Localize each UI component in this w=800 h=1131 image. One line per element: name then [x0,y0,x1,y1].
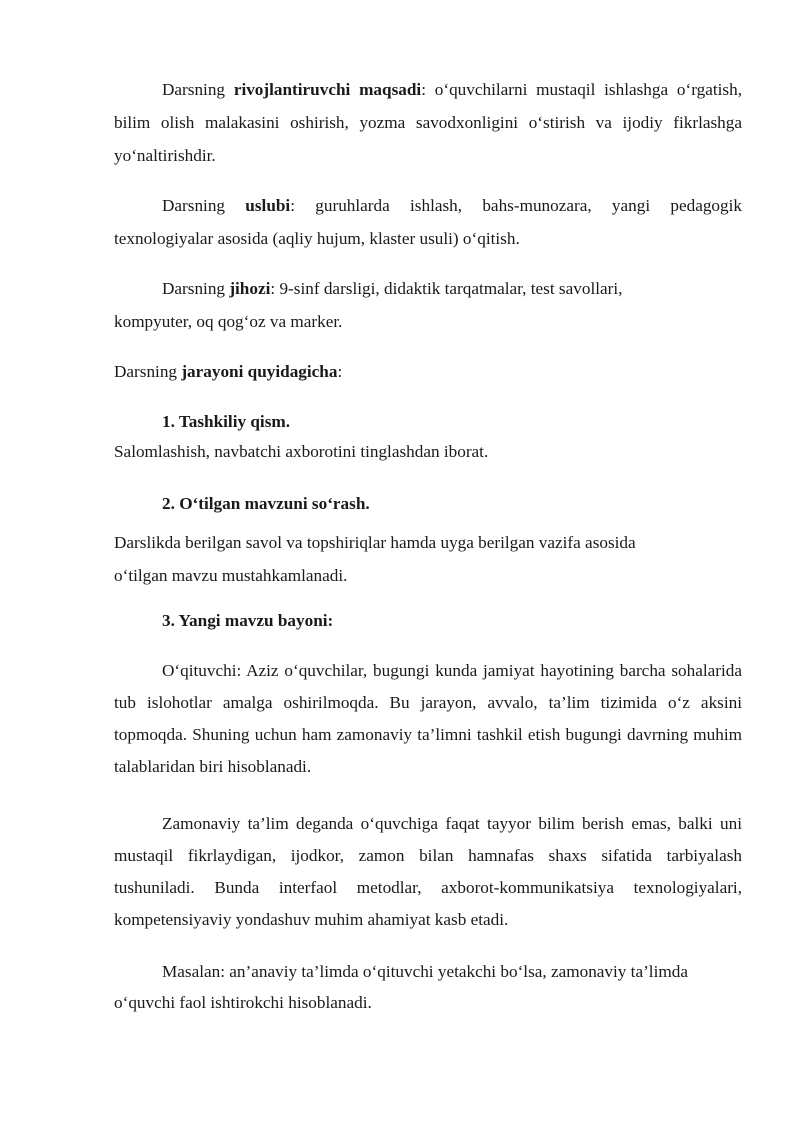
paragraph-method [114,189,742,255]
section-body-line: Darslikda berilgan savol va topshiriqlar hamda uyga berilgan vazifa asosida [114,533,636,552]
section-body [114,526,742,592]
paragraph-process [114,355,742,388]
paragraph-text: kompyuter, oq qog‘oz va marker. [114,312,343,331]
paragraph-suffix: : [337,362,343,381]
section-heading: 1. Tashkiliy qism. [162,412,291,431]
paragraph-example [114,956,742,1018]
paragraph-text: : o‘quvchilarni mustaqil ishlashga o‘rgatish, bilim olish malakasini oshirish, yozma savodxonligini o‘stirish va ijodiy fikrlashga yo‘naltirishdir. [114,80,742,165]
section-body-line: o‘tilgan mavzu mustahkamlanadi. [114,566,348,585]
paragraph-teacher: O‘qituvchi: Aziz o‘quvchilar, bugungi kunda jamiyat hayotining barcha sohalarida tub islohotlar amalga oshirilmoqda. Bu jarayon, avvalo, ta’lim tizimida o‘z aksini topmoqda. Shuning uchun ham zamonaviy ta’limni tashkil etish bugungi davrning muhim talablaridan biri hisoblanadi. [114,661,742,776]
paragraph-modern-education: Zamonaviy ta’lim deganda o‘quvchiga faqat tayyor bilim berish emas, balki uni mustaqil fikrlaydigan, ijodkor, zamon bilan hamnafas shaxs sifatida tarbiyalash tushuniladi. Bunda interfaol metodlar, axborot-kommunikatsiya texnologiyalari, kompetensiyaviy yondashuv muhim ahamiyat kasb etadi. [114,814,742,929]
paragraph-prefix: Darsning [114,362,182,381]
paragraph-prefix: Darsning [162,196,246,215]
paragraph-goal [114,73,742,172]
bold-term: jarayoni quyidagicha [181,362,338,381]
paragraph-text: : guruhlarda ishlash, bahs-munozara, yangi pedagogik texnologiyalar asosida (aqliy hujum, klaster usuli) o‘qitish. [114,196,742,248]
bold-term: uslubi [245,196,291,215]
paragraph-text: : 9-sinf darsligi, didaktik tarqatmalar, test savollari, [270,279,623,298]
paragraph-line: o‘quvchi faol ishtirokchi hisoblanadi. [114,993,372,1012]
section-heading: 3. Yangi mavzu bayoni: [162,611,334,630]
bold-term: jihozi [229,279,271,298]
section-heading: 2. O‘tilgan mavzuni so‘rash. [162,494,370,513]
section-body: Salomlashish, navbatchi axborotini tinglashdan iborat. [114,442,489,461]
paragraph-prefix: Darsning [162,279,230,298]
paragraph-line: Masalan: an’anaviy ta’limda o‘qituvchi yetakchi bo‘lsa, zamonaviy ta’limda [162,962,688,981]
bold-term: rivojlantiruvchi maqsadi [233,80,422,99]
paragraph-prefix: Darsning [162,80,234,99]
paragraph-equipment [114,272,742,338]
